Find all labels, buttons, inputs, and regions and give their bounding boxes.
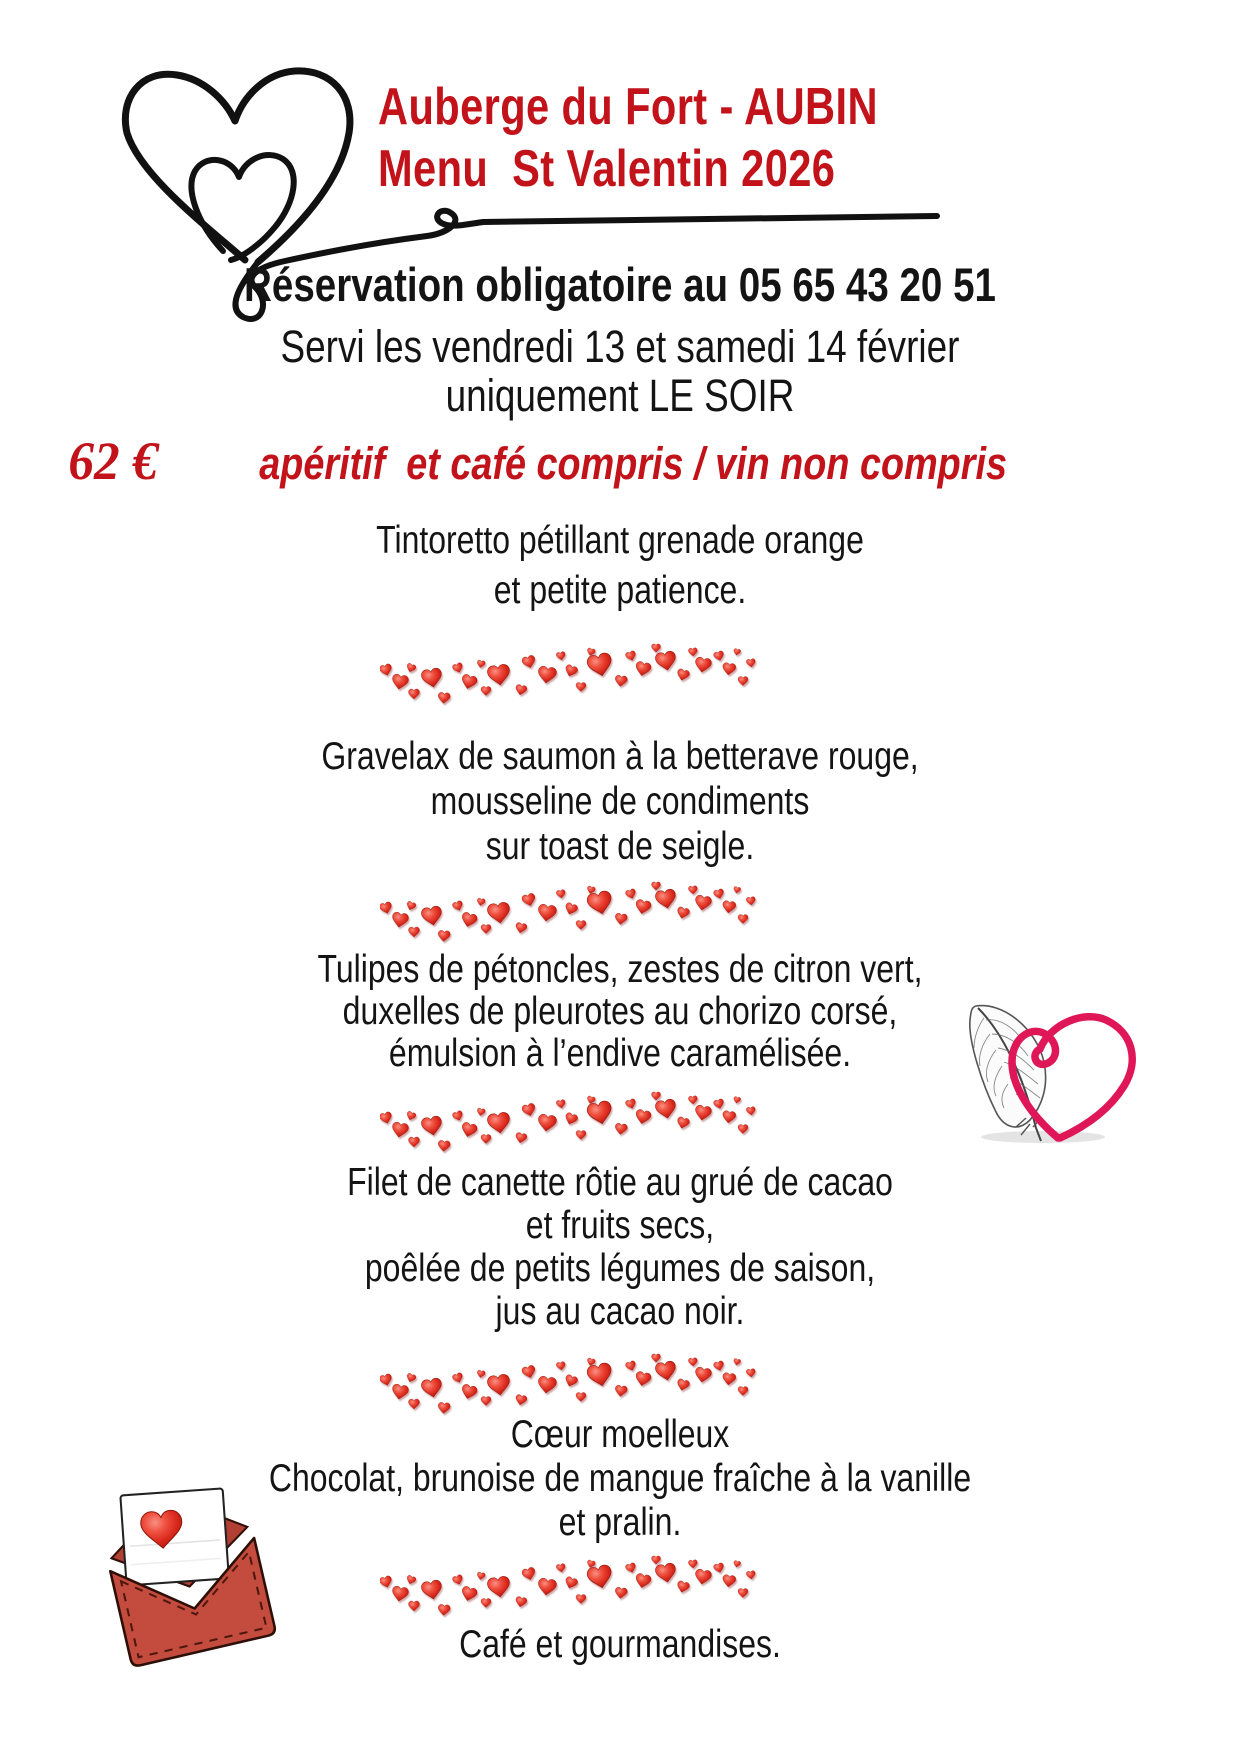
menu-course: [0, 516, 1240, 616]
menu-course-line: et pralin.: [558, 1501, 682, 1544]
hearts-divider: [380, 1076, 760, 1160]
menu-course-line: poêlée de petits légumes de saison,: [364, 1247, 876, 1290]
feather-icon: [970, 1006, 1046, 1141]
menu-course-line: jus au cacao noir.: [495, 1290, 745, 1333]
menu-course-line: Tintoretto pétillant grenade orange: [376, 519, 864, 562]
reservation-line: Réservation obligatoire au 05 65 43 20 51: [244, 258, 996, 311]
scattered-hearts-icon: [380, 1076, 760, 1160]
price-note: apéritif et café compris / vin non compris: [259, 438, 1008, 489]
scattered-hearts-icon: [380, 866, 760, 950]
love-letter-envelope: [92, 1478, 287, 1683]
envelope-card: [120, 1488, 229, 1585]
menu-course-line: Filet de canette rôtie au grué de cacao: [347, 1161, 893, 1204]
menu-course-line: Chocolat, brunoise de mangue fraîche à la vanille: [268, 1457, 972, 1500]
price-line: [0, 430, 1192, 492]
menu-course-line: Tulipes de pétoncles, zestes de citron vert,: [317, 948, 923, 991]
menu-course-line: Cœur moelleux: [510, 1413, 730, 1456]
served-days-line: Servi les vendredi 13 et samedi 14 février: [280, 321, 960, 372]
feather-heart-illustration: [948, 1000, 1148, 1145]
scattered-hearts-icon: [380, 1540, 760, 1624]
menu-course-line: émulsion à l’endive caramélisée.: [388, 1032, 852, 1075]
scattered-hearts-icon: [380, 1338, 760, 1422]
menu-course-line: duxelles de pleurotes au chorizo corsé,: [342, 990, 898, 1033]
big-heart-outline: [125, 71, 350, 262]
menu-price: 62 €: [67, 431, 158, 491]
scattered-hearts-icon: [380, 628, 760, 712]
menu-course-line: Gravelax de saumon à la betterave rouge,: [321, 735, 919, 778]
menu-title: Menu St Valentin 2026: [378, 140, 836, 198]
served-evening-line: uniquement LE SOIR: [445, 370, 795, 421]
menu-course: [0, 734, 1240, 869]
hearts-divider: [380, 866, 760, 950]
menu-course: [0, 1161, 1240, 1333]
menu-course-line: sur toast de seigle.: [485, 825, 755, 868]
menu-course-line: et fruits secs,: [525, 1204, 715, 1247]
menu-course-line: Café et gourmandises.: [459, 1623, 781, 1666]
restaurant-title: Auberge du Fort - AUBIN: [378, 78, 878, 136]
hearts-divider: [380, 1540, 760, 1624]
menu-course-line: mousseline de condiments: [430, 780, 810, 823]
hearts-divider: [380, 628, 760, 712]
hearts-divider: [380, 1338, 760, 1422]
menu-course-line: et petite patience.: [493, 569, 747, 612]
